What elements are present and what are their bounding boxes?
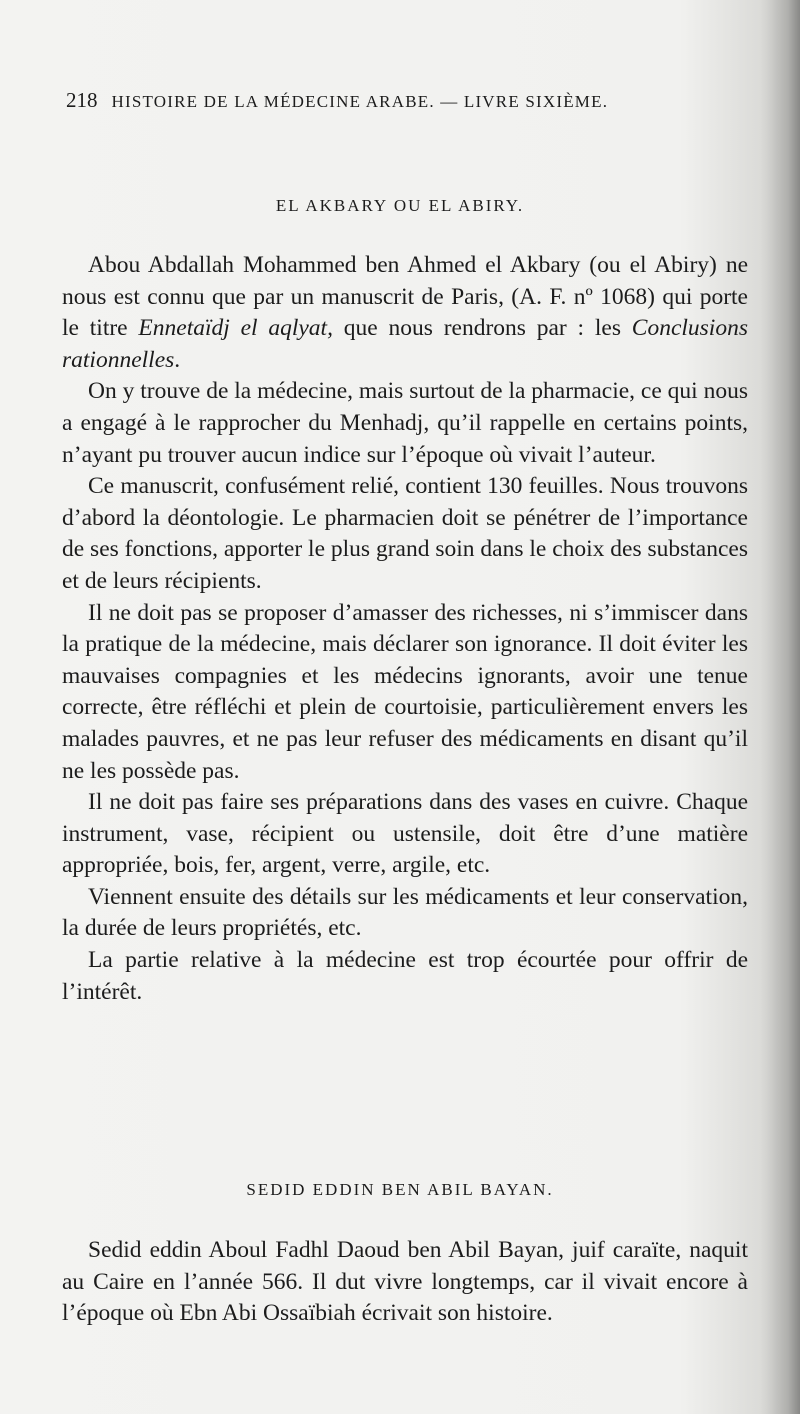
paragraph: Ce manuscrit, confusément relié, contient 130 feuilles. Nous trouvons d’abord la déontologie. Le pharmacien doit se pénétrer de l’importance de ses fonctions, apporter le plus grand soin dans le choix des substances et de leurs récipients. [62, 473, 748, 594]
paragraph: Il ne doit pas se proposer d’amasser des richesses, ni s’immiscer dans la pratique de la médecine, mais déclarer son ignorance. Il doit éviter les mauvaises compagnies et les médecins ignorants, avoir une tenue correcte, être réfléchi et plein de courtoisie, particulièrement envers les malades pauvres, et ne pas leur refuser des médicaments en disant qu’il ne les possède pas. [62, 599, 748, 784]
paragraph: Viennent ensuite des détails sur les médicaments et leur conservation, la durée de leurs propriétés, etc. [62, 883, 748, 942]
paragraph-text: Abou Abdallah Mohammed ben Ahmed el Akbary (ou el Abiry) ne nous est connu que par un manuscrit de Paris, (A. F. nº 1068) qui porte le titre [62, 252, 748, 342]
paragraph: La partie relative à la médecine est trop écourtée pour offrir de l’intérêt. [62, 947, 748, 1005]
book-title: Ennetaïdj el aqlyat, [138, 315, 333, 342]
paragraph-text: que nous rendrons par : les [332, 315, 632, 342]
book-title-translation: Conclusions rationnelles [62, 315, 748, 373]
paragraph: On y trouve de la médecine, mais surtout de la pharmacie, ce qui nous a engagé à le rapprocher du Menhadj, qu’il rappelle en certains points, n’ayant pu trouver aucun indice sur l’époque où vivait l’auteur. [62, 378, 748, 468]
section-body-el-akbary [62, 250, 748, 1008]
paragraph: Il ne doit pas faire ses préparations dans des vases en cuivre. Chaque instrument, vase, récipient ou ustensile, doit être d’une matière appropriée, bois, fer, argent, verre, argile, etc. [62, 789, 748, 879]
section-body-sedid-eddin [62, 1235, 748, 1330]
section-heading-sedid-eddin: SEDID EDDIN BEN ABIL BAYAN. [246, 1180, 554, 1199]
paragraph [62, 250, 748, 376]
running-header [66, 88, 716, 113]
header-title: HISTOIRE DE LA MÉDECINE ARABE. — LIVRE SIXIÈME. [111, 92, 609, 111]
section-heading-el-akbary: EL AKBARY OU EL ABIRY. [275, 196, 525, 215]
paragraph: Sedid eddin Aboul Fadhl Daoud ben Abil Bayan, juif caraïte, naquit au Caire en l’année 566. Il dut vivre longtemps, car il vivait encore à l’époque où Ebn Abi Ossaïbiah écrivait son histoire. [62, 1237, 748, 1327]
paragraph-text: . [174, 346, 181, 373]
page-number: 218 [66, 88, 98, 112]
